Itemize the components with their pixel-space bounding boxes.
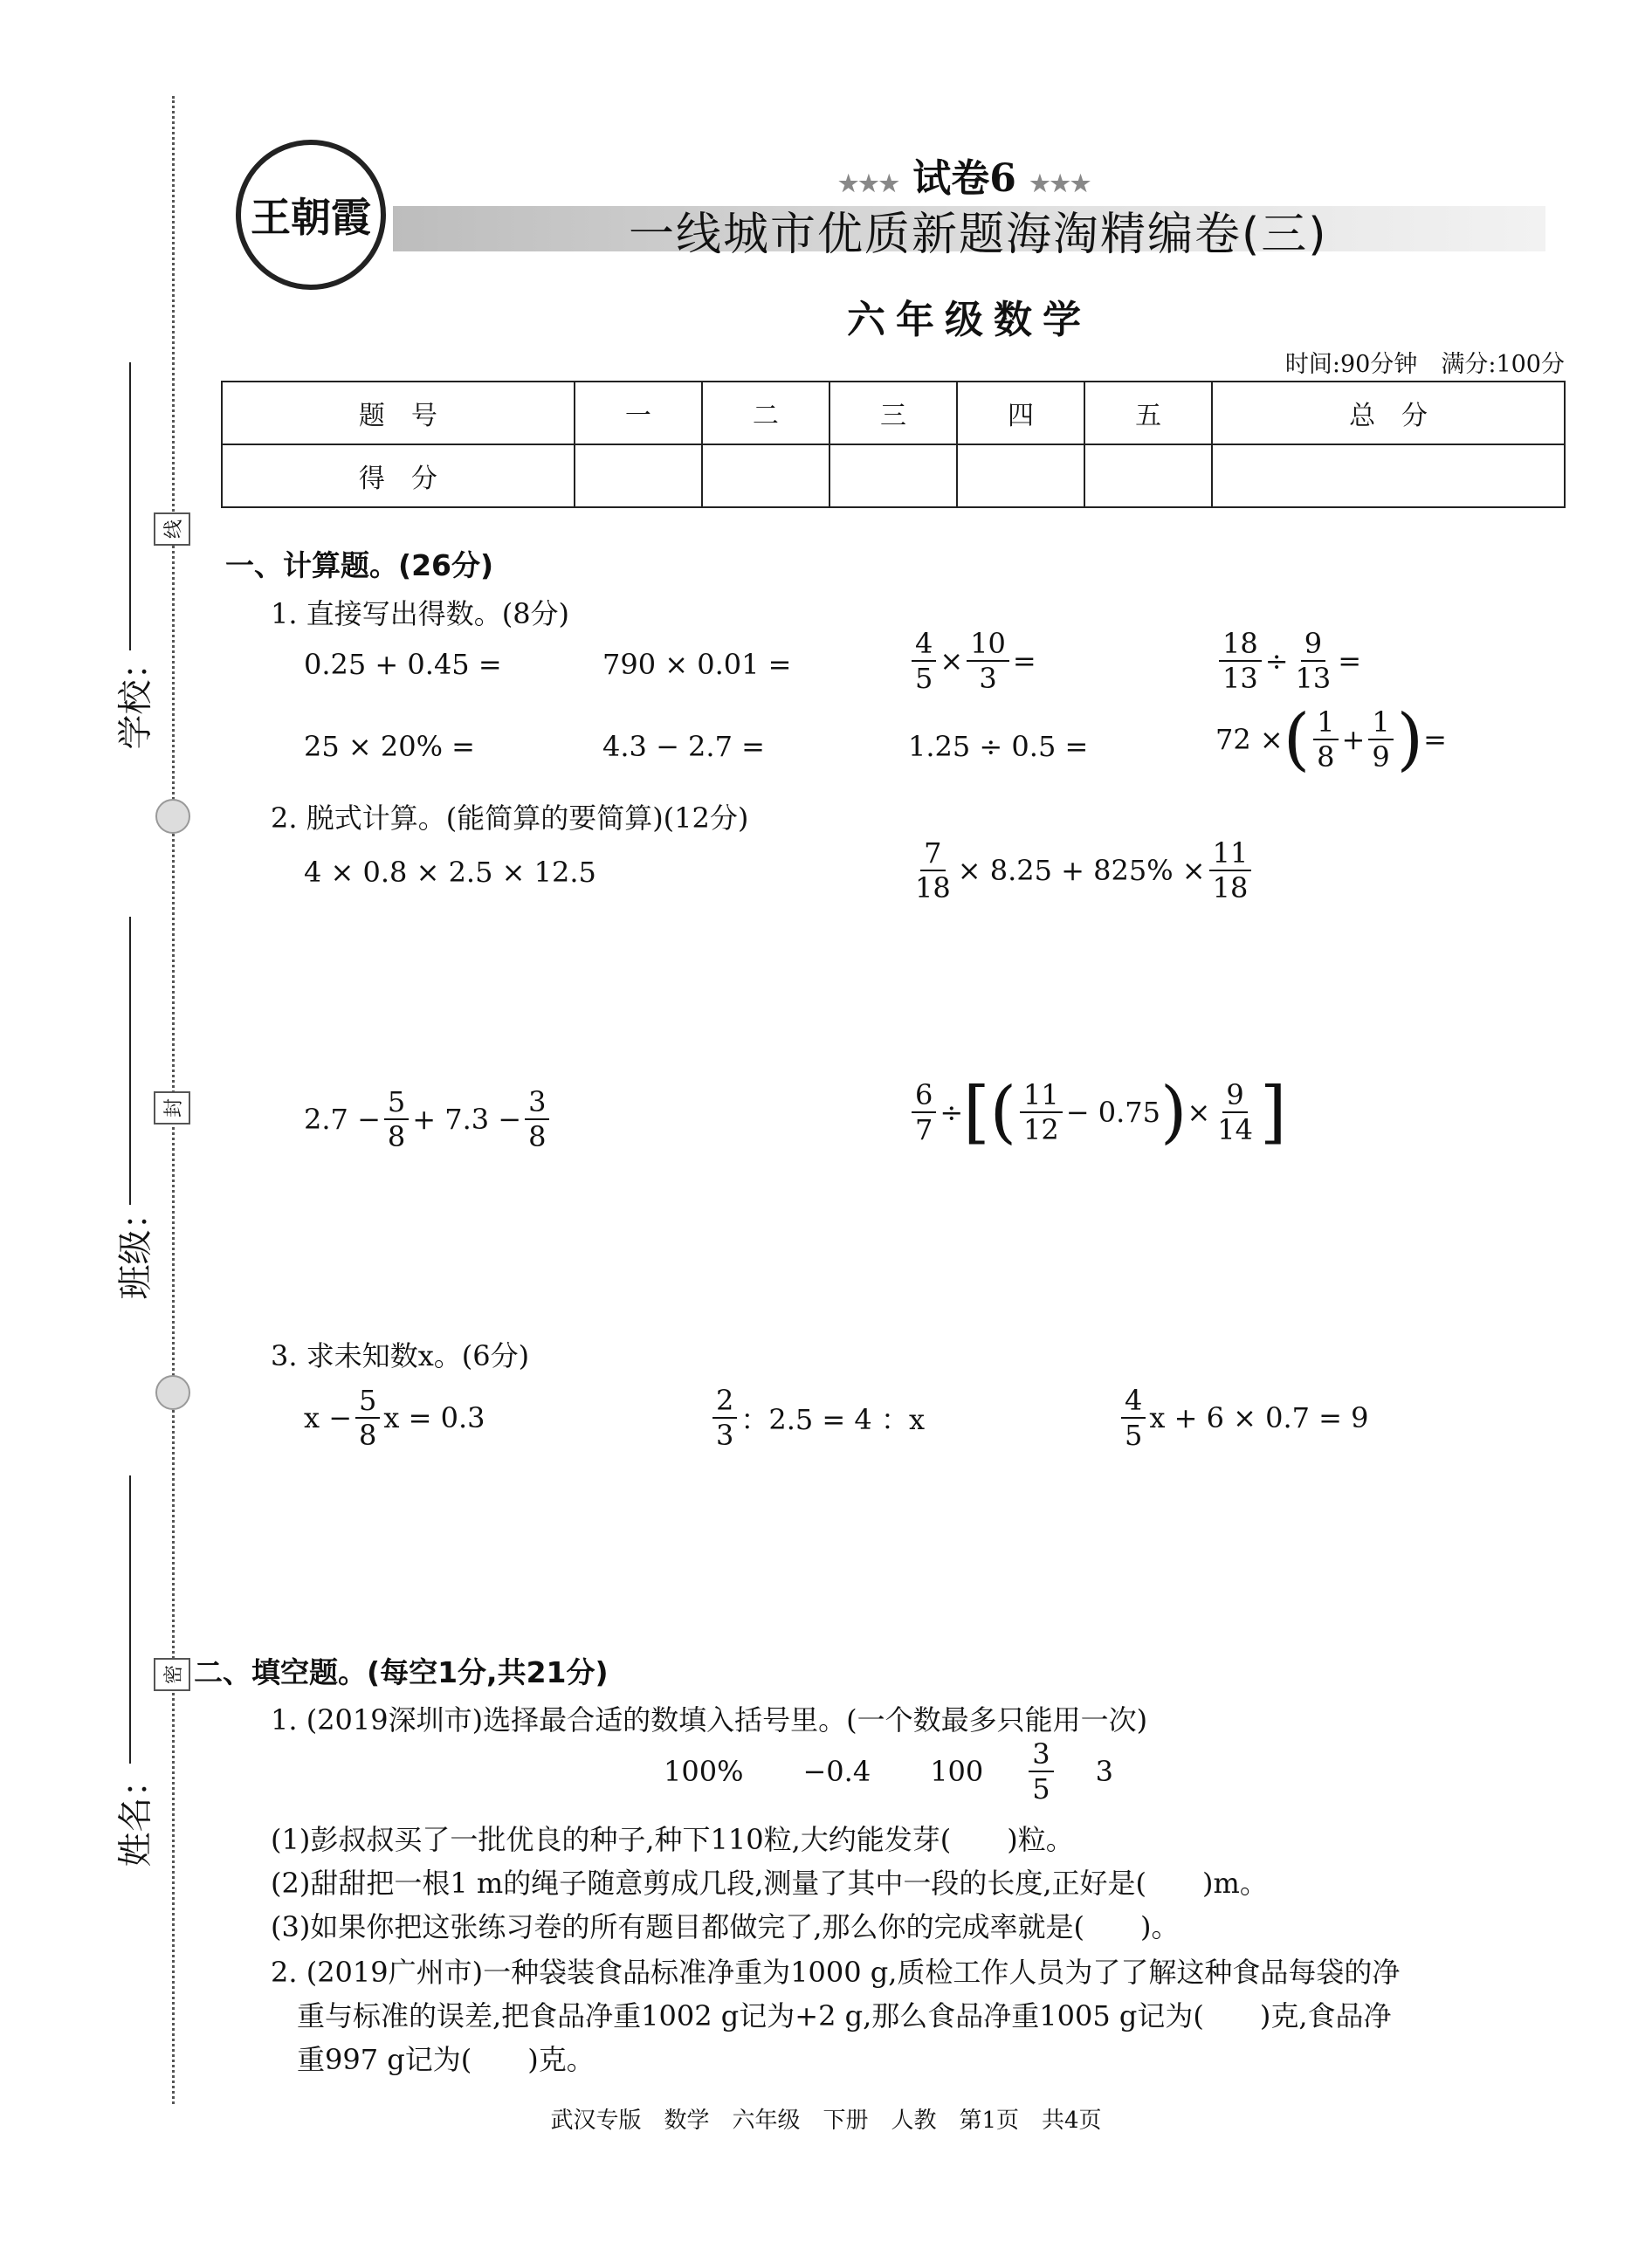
- full-score: 满分:100分: [1441, 351, 1565, 378]
- fill-line: (3)如果你把这张练习卷的所有题目都做完了,那么你的完成率就是( )。: [271, 1910, 1180, 1943]
- score-cell[interactable]: [575, 444, 702, 507]
- paper-subtitle: 六年级数学: [847, 298, 1091, 342]
- seal-box-seal: 封: [154, 1091, 190, 1124]
- calc-step-item: 4 × 0.8 × 2.5 × 12.5: [304, 856, 596, 889]
- q2-title: 2. 脱式计算。(能简算的要简算)(12分): [271, 801, 749, 835]
- score-table: [221, 381, 1566, 508]
- fill-q2-line: 2. (2019广州市)一种袋装食品标准净重为1000 g,质检工作人员为了了解这种食品每袋的净: [271, 1956, 1401, 1989]
- school-underline: [129, 362, 131, 650]
- score-cell[interactable]: [702, 444, 829, 507]
- class-label: 班级：: [115, 1194, 156, 1300]
- time-info: [1285, 345, 1565, 379]
- fill-q2-line: 重与标准的误差,把食品净重1002 g记为+2 g,那么食品净重1005 g记为( )克,食品净: [297, 1999, 1392, 2032]
- score-header-cell: 题 号: [222, 382, 575, 444]
- calc-step-item: 2.7 − $\frac{5}{8}$ + 7.3 − $\frac{3}{8}$: [304, 1085, 553, 1153]
- score-header-cell: 五: [1084, 382, 1212, 444]
- decor-seal-icon: [155, 799, 190, 834]
- section-1-title: 一、计算题。(26分): [225, 548, 494, 582]
- fill-q2-line: 重997 g记为( )克。: [297, 2043, 595, 2076]
- fill-line: (2)甜甜把一根1 m的绳子随意剪成几段,测量了其中一段的长度,正好是( )m。: [271, 1867, 1268, 1900]
- equation-item: 4 5 x + 6 × 0.7 = 9: [1118, 1384, 1368, 1452]
- name-label: 姓名：: [115, 1762, 156, 1867]
- class-underline: [129, 917, 131, 1205]
- option-numbers: 100% −0.4 100 3 5 3: [664, 1737, 1113, 1805]
- score-header-cell: 四: [957, 382, 1084, 444]
- calc-step-item: $\frac{7}{18}$ × 8.25 + 825% × $\frac{11}{18}$: [908, 836, 1255, 904]
- star-icon: ★★★: [838, 171, 899, 197]
- calc-item: 790 × 0.01 =: [602, 648, 792, 681]
- score-row-label: 得 分: [222, 444, 575, 507]
- score-cell[interactable]: [1084, 444, 1212, 507]
- calc-item-fraction: $\frac{4}{5}$ × $\frac{10}{3}$ =: [908, 627, 1036, 695]
- score-header-cell: 二: [702, 382, 829, 444]
- calc-item: 1.25 ÷ 0.5 =: [908, 730, 1089, 763]
- score-header-cell: 一: [575, 382, 702, 444]
- paper-title: 一线城市优质新题海淘精编卷(三): [629, 209, 1328, 261]
- fill-line: (1)彭叔叔买了一批优良的种子,种下110粒,大约能发芽( )粒。: [271, 1823, 1074, 1856]
- q1-title: 1. 直接写出得数。(8分): [271, 597, 570, 630]
- calc-item-fraction: $\frac{18}{13}$ ÷ $\frac{9}{13}$ =: [1215, 627, 1361, 695]
- fill-q1-title: 1. (2019深圳市)选择最合适的数填入括号里。(一个数最多只能用一次): [271, 1703, 1148, 1737]
- calc-item: 4.3 − 2.7 =: [602, 730, 765, 763]
- calc-step-item: $\frac{6}{7}$ ÷ [ ( 11 12 − 0.75 ) × $\frac{9}{14}$ ]: [908, 1078, 1286, 1146]
- score-cell[interactable]: [829, 444, 957, 507]
- school-label: 学校：: [115, 644, 156, 750]
- decor-seal-icon: [155, 1375, 190, 1410]
- exam-number: [838, 147, 1091, 203]
- time-limit: 时间:90分钟: [1284, 351, 1418, 378]
- page-footer: 武汉专版 数学 六年级 下册 人教 第1页 共4页: [550, 2108, 1102, 2134]
- section-2-title: 二、填空题。(每空1分,共21分): [194, 1655, 609, 1689]
- score-cell[interactable]: [1212, 444, 1565, 507]
- score-header-cell: 三: [829, 382, 957, 444]
- logo-text: 王朝霞: [251, 194, 371, 241]
- q3-title: 3. 求未知数x。(6分): [271, 1339, 530, 1372]
- score-header-cell: 总 分: [1212, 382, 1565, 444]
- seal-box-line: 线: [154, 512, 190, 546]
- brand-logo: [236, 140, 386, 290]
- equation-item: x − $\frac{5}{8}$ x = 0.3: [304, 1384, 485, 1452]
- calc-item: 25 × 20% =: [304, 730, 475, 763]
- exam-number-text: 试卷6: [912, 156, 1016, 201]
- star-icon: ★★★: [1029, 171, 1091, 197]
- score-cell[interactable]: [957, 444, 1084, 507]
- name-underline: [129, 1475, 131, 1764]
- score-table-header-row: [222, 382, 1565, 444]
- score-table-score-row: [222, 444, 1565, 507]
- seal-box-secret: 密: [154, 1658, 190, 1691]
- calc-item-fraction: 72 × ( 1 8 + $\frac{1}{9}$ ) =: [1215, 700, 1447, 779]
- calc-item: 0.25 + 0.45 =: [304, 648, 502, 681]
- equation-item: 2 3 ：2.5 = 4 ：x: [709, 1384, 925, 1452]
